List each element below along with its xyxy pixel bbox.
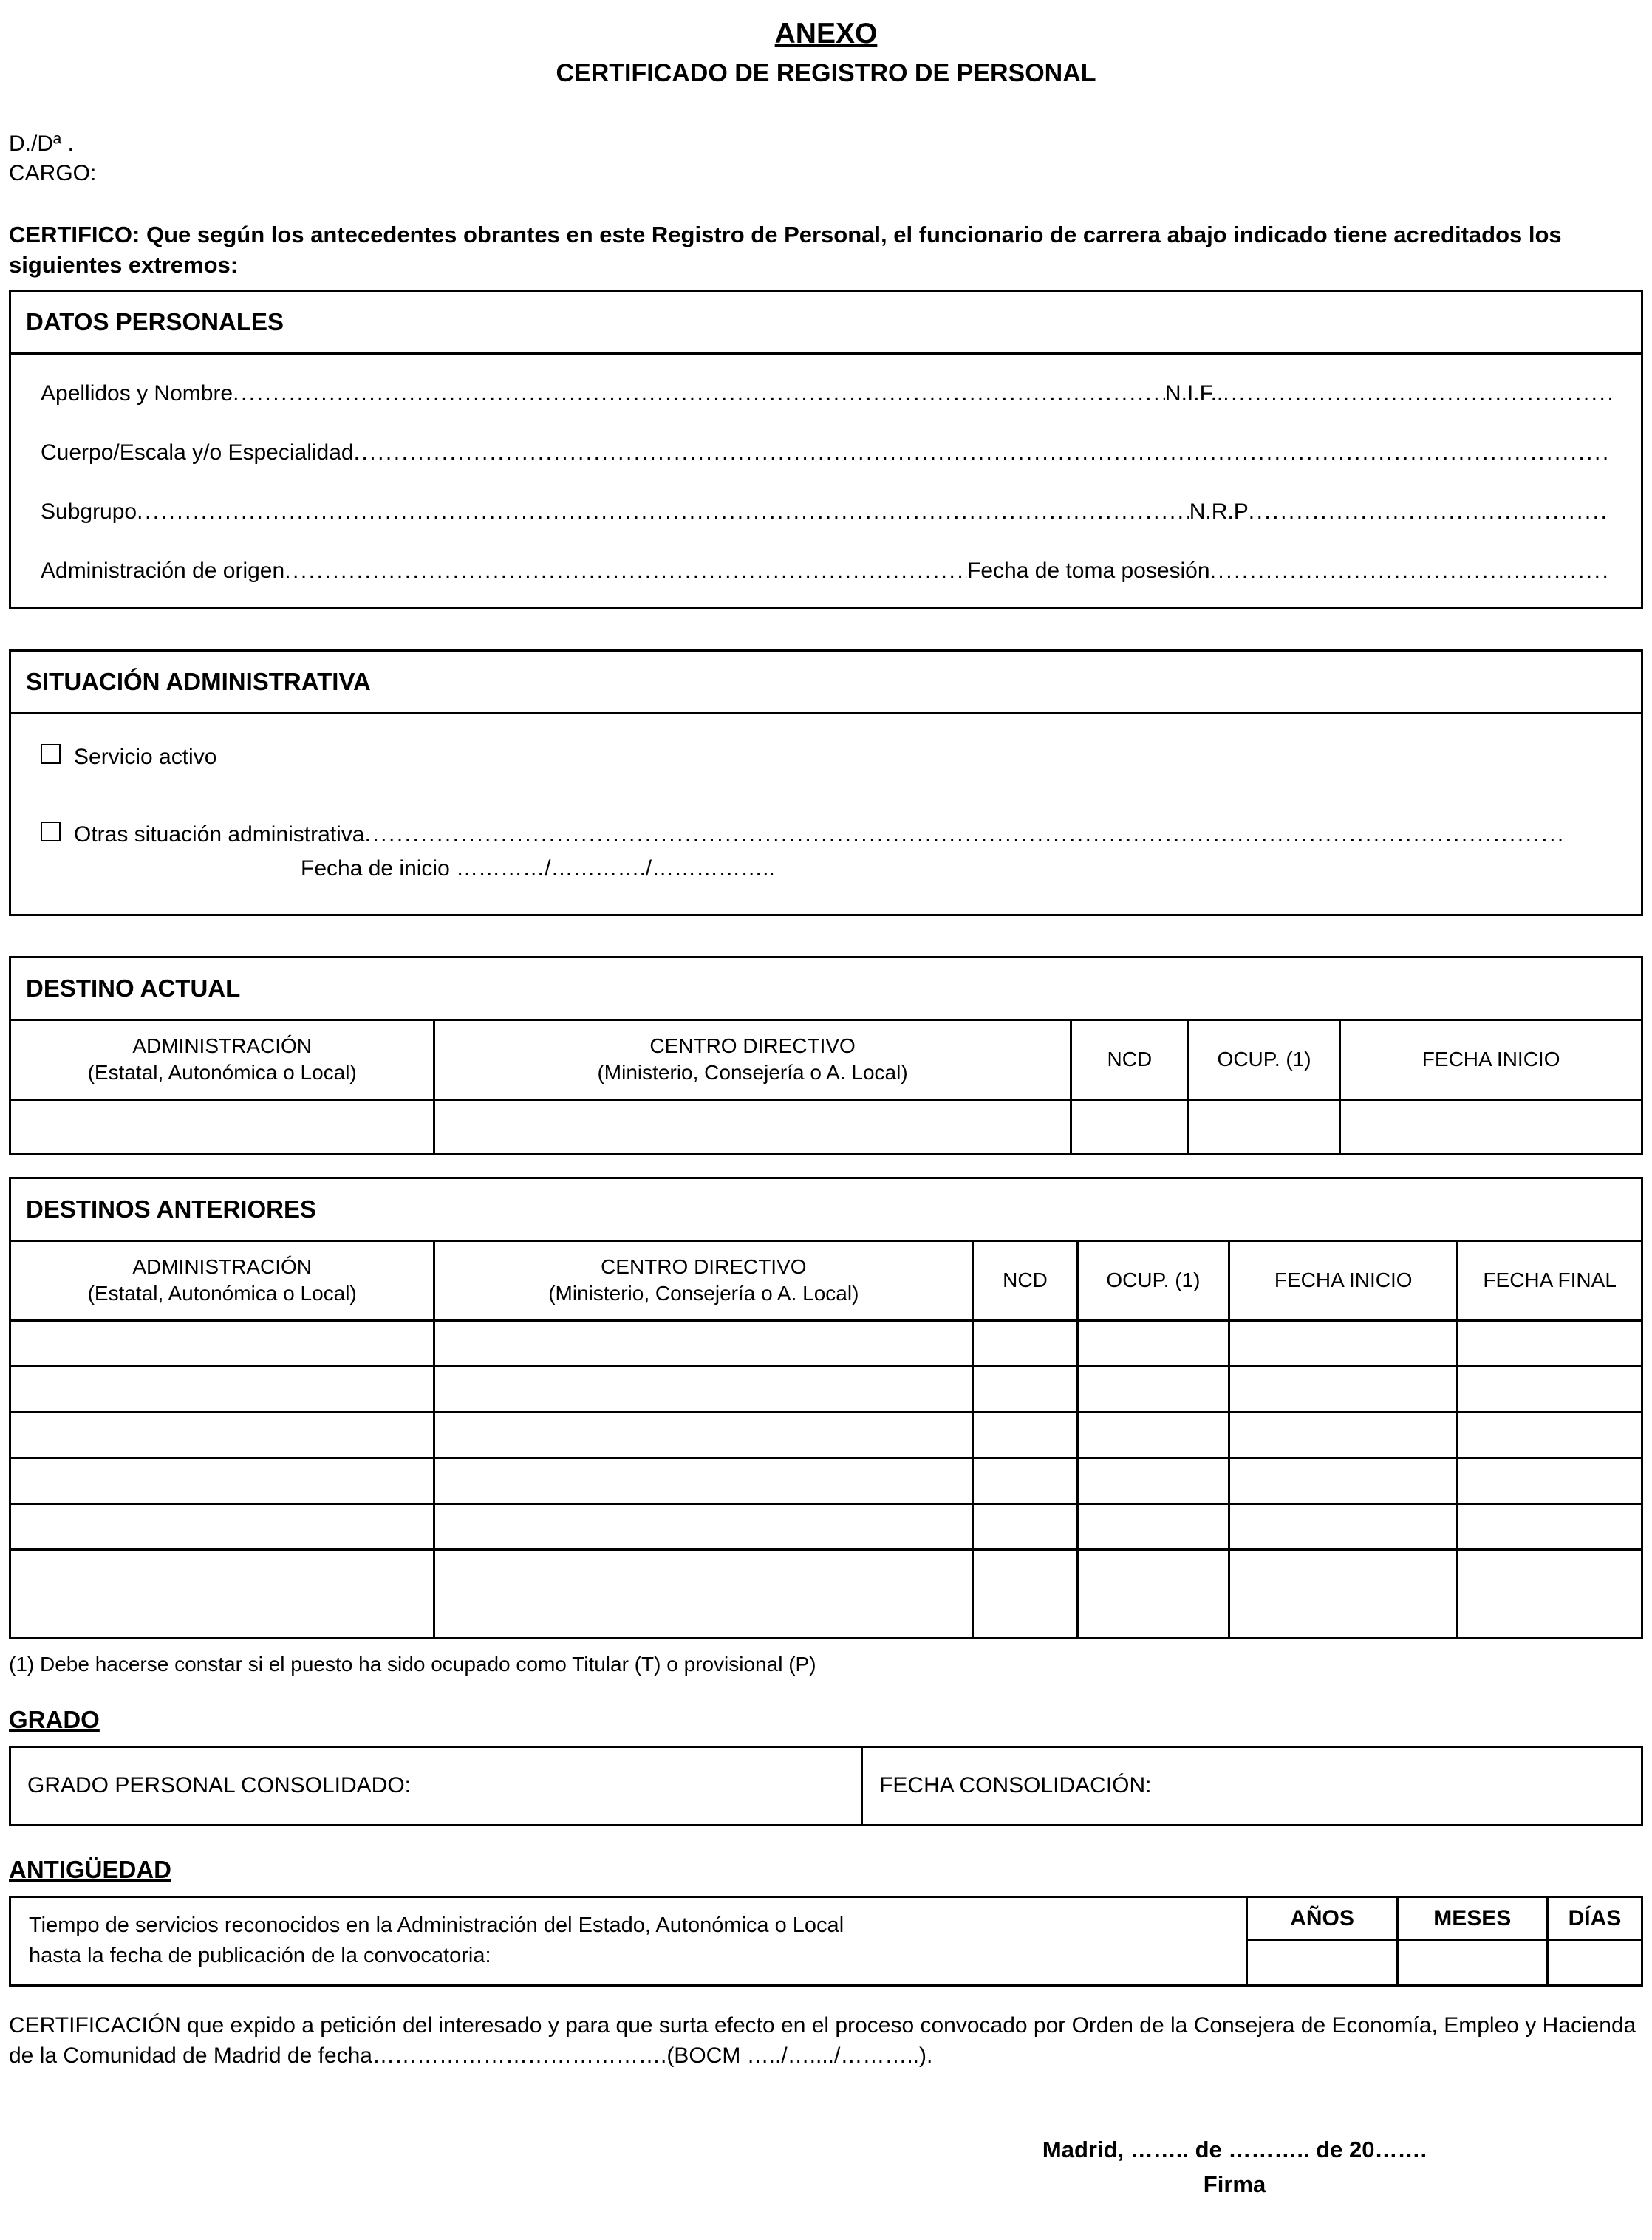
footnote: (1) Debe hacerse constar si el puesto ha sido ocupado como Titular (T) o provisional (P) — [9, 1652, 816, 1676]
empty-cell[interactable] — [973, 1549, 1077, 1638]
signature-block — [1006, 2133, 1463, 2202]
col-title: CENTRO DIRECTIVO — [601, 1254, 807, 1278]
servicio-activo-checkbox[interactable] — [41, 744, 61, 764]
doc-subtitle: CERTIFICADO DE REGISTRO DE PERSONAL — [556, 59, 1096, 87]
certifico-paragraph: CERTIFICO: Que según los antecedentes obrantes en este Registro de Personal, el funcionario de carrera abajo indicado tiene acreditados los siguientes extremos: — [9, 222, 1562, 279]
cuerpo-escala-field — [41, 440, 1611, 465]
grado-consolidado-cell[interactable] — [10, 1746, 862, 1825]
antiguedad-title: ANTIGÜEDAD — [9, 1855, 171, 1883]
empty-cell[interactable] — [1340, 1099, 1642, 1153]
destinos-anteriores-empty-row — [10, 1366, 1642, 1412]
dot-leader — [1249, 499, 1611, 525]
servicio-activo-label: Servicio activo — [74, 745, 217, 769]
empty-cell[interactable] — [1229, 1412, 1458, 1458]
antiguedad-descripcion-cell — [10, 1896, 1247, 1985]
empty-cell[interactable] — [10, 1549, 434, 1638]
empty-cell[interactable] — [1229, 1320, 1458, 1366]
destinos-anteriores-empty-row — [10, 1320, 1642, 1366]
nrp-label: N.R.P — [1189, 499, 1249, 524]
datos-personales-header — [9, 290, 1643, 355]
subgrupo-field — [41, 499, 1611, 525]
col-title: ADMINISTRACIÓN — [132, 1254, 312, 1278]
col-fecha-inicio — [1229, 1240, 1458, 1320]
situacion-administrativa-header — [9, 649, 1643, 714]
empty-cell[interactable] — [1077, 1366, 1229, 1412]
empty-cell[interactable] — [1458, 1366, 1642, 1412]
empty-cell[interactable] — [973, 1503, 1077, 1549]
col-centro-directivo — [434, 1240, 973, 1320]
treatment-line: D./Dª . — [9, 132, 74, 156]
fecha-consolidacion-cell[interactable] — [862, 1746, 1642, 1825]
destinos-anteriores-header-row — [10, 1240, 1642, 1320]
empty-cell[interactable] — [10, 1412, 434, 1458]
destinos-anteriores-empty-row — [10, 1549, 1642, 1638]
empty-cell[interactable] — [1397, 1939, 1547, 1985]
destinos-anteriores-empty-row — [10, 1458, 1642, 1503]
section-title: SITUACIÓN ADMINISTRATIVA — [26, 668, 371, 695]
section-title: DESTINOS ANTERIORES — [26, 1195, 316, 1223]
empty-cell[interactable] — [1077, 1503, 1229, 1549]
otras-situacion-label: Otras situación administrativa — [74, 822, 365, 847]
administracion-origen-field — [41, 559, 1611, 584]
empty-cell[interactable] — [1229, 1503, 1458, 1549]
nif-label: N.I.F.. — [1164, 381, 1223, 406]
empty-cell[interactable] — [1077, 1458, 1229, 1503]
col-subtitle: (Ministerio, Consejería o A. Local) — [548, 1282, 859, 1305]
col-dias: DÍAS — [1547, 1896, 1642, 1939]
section-title: DATOS PERSONALES — [26, 308, 284, 335]
empty-cell[interactable] — [434, 1458, 973, 1503]
col-title: FECHA FINAL — [1483, 1268, 1617, 1291]
col-administracion — [10, 1240, 434, 1320]
certificacion-paragraph: CERTIFICACIÓN que expido a petición del interesado y para que surta efecto en el proceso convocado por Orden de la Consejera de Economía, Empleo y Hacienda de la Comunidad de Madrid de fecha………………………………….(BOCM …../…..../………..). — [9, 2012, 1636, 2068]
empty-cell[interactable] — [1077, 1320, 1229, 1366]
fecha-inicio-line: Fecha de inicio …………/…………./…………….. — [301, 856, 775, 881]
grado-row — [10, 1746, 1642, 1825]
empty-cell[interactable] — [434, 1099, 1071, 1153]
empty-cell[interactable] — [10, 1458, 434, 1503]
administracion-origen-label: Administración de origen — [41, 559, 285, 583]
col-title: NCD — [1107, 1048, 1153, 1071]
empty-cell[interactable] — [1547, 1939, 1642, 1985]
grado-title: GRADO — [9, 1705, 100, 1733]
empty-cell[interactable] — [1229, 1549, 1458, 1638]
col-fecha-inicio — [1340, 1020, 1642, 1100]
empty-cell[interactable] — [1077, 1549, 1229, 1638]
col-anos: AÑOS — [1247, 1896, 1397, 1939]
section-title: DESTINO ACTUAL — [26, 974, 241, 1002]
empty-cell[interactable] — [1458, 1549, 1642, 1638]
otras-situacion-checkbox[interactable] — [41, 822, 61, 841]
apellidos-nombre-field — [41, 381, 1611, 406]
destinos-anteriores-empty-row — [10, 1503, 1642, 1549]
destinos-anteriores-table — [9, 1240, 1643, 1639]
col-subtitle: (Estatal, Autonómica o Local) — [87, 1061, 357, 1085]
empty-cell[interactable] — [434, 1503, 973, 1549]
col-centro-directivo — [434, 1020, 1071, 1100]
empty-cell[interactable] — [1458, 1320, 1642, 1366]
empty-cell[interactable] — [973, 1412, 1077, 1458]
fecha-consolidacion-label: FECHA CONSOLIDACIÓN: — [879, 1773, 1152, 1798]
col-title: OCUP. (1) — [1106, 1268, 1201, 1291]
date-place-line: Madrid, …….. de ……….. de 20……. — [1042, 2137, 1427, 2163]
dot-leader — [1223, 381, 1611, 406]
empty-cell[interactable] — [434, 1320, 973, 1366]
grado-header — [9, 1706, 1643, 1734]
empty-cell[interactable] — [1077, 1412, 1229, 1458]
antiguedad-descripcion-line2: hasta la fecha de publicación de la convocatoria: — [29, 1944, 491, 1968]
empty-cell[interactable] — [1458, 1503, 1642, 1549]
cuerpo-escala-label: Cuerpo/Escala y/o Especialidad — [41, 440, 354, 465]
col-title: FECHA INICIO — [1274, 1268, 1413, 1291]
col-ncd — [973, 1240, 1077, 1320]
col-fecha-final — [1458, 1240, 1642, 1320]
grado-table — [9, 1746, 1643, 1826]
empty-cell[interactable] — [434, 1412, 973, 1458]
dot-leader — [354, 440, 1611, 465]
col-title: FECHA INICIO — [1421, 1048, 1560, 1071]
firma-label: Firma — [1203, 2171, 1266, 2197]
grado-consolidado-label: GRADO PERSONAL CONSOLIDADO: — [27, 1773, 411, 1798]
servicio-activo-option — [41, 744, 1611, 770]
col-ocup — [1077, 1240, 1229, 1320]
fecha-toma-posesion-label: Fecha de toma posesión — [967, 559, 1210, 583]
destinos-anteriores-empty-row — [10, 1412, 1642, 1458]
col-title: OCUP. (1) — [1217, 1048, 1311, 1071]
empty-cell[interactable] — [1458, 1458, 1642, 1503]
col-administracion — [10, 1020, 434, 1100]
situacion-administrativa-body — [9, 714, 1643, 916]
col-ncd — [1071, 1020, 1188, 1100]
empty-cell[interactable] — [1458, 1412, 1642, 1458]
empty-cell[interactable] — [434, 1366, 973, 1412]
apellidos-nombre-label: Apellidos y Nombre — [41, 381, 233, 406]
col-title: ADMINISTRACIÓN — [132, 1034, 312, 1057]
empty-cell[interactable] — [1229, 1366, 1458, 1412]
dot-leader — [233, 381, 1165, 406]
empty-cell[interactable] — [10, 1320, 434, 1366]
subgrupo-label: Subgrupo — [41, 499, 137, 524]
dot-leader — [1210, 559, 1611, 584]
empty-cell[interactable] — [973, 1458, 1077, 1503]
otras-situacion-option — [41, 822, 1611, 847]
antiguedad-table — [9, 1896, 1643, 1987]
antiguedad-header-row — [10, 1896, 1642, 1939]
antiguedad-header — [9, 1856, 1643, 1884]
empty-cell[interactable] — [973, 1366, 1077, 1412]
empty-cell[interactable] — [1247, 1939, 1397, 1985]
destinos-anteriores-header — [9, 1177, 1643, 1242]
document-page — [9, 18, 1643, 2202]
destino-actual-header-row — [10, 1020, 1642, 1100]
dot-leader — [137, 499, 1189, 525]
col-subtitle: (Estatal, Autonómica o Local) — [87, 1282, 357, 1305]
col-subtitle: (Ministerio, Consejería o A. Local) — [597, 1061, 908, 1085]
datos-personales-body — [9, 355, 1643, 609]
destino-actual-empty-row — [10, 1099, 1642, 1153]
col-meses: MESES — [1397, 1896, 1547, 1939]
empty-cell[interactable] — [1071, 1099, 1188, 1153]
col-title: CENTRO DIRECTIVO — [649, 1034, 856, 1057]
col-title: NCD — [1003, 1268, 1048, 1291]
destino-actual-table — [9, 1019, 1643, 1155]
destino-actual-header — [9, 956, 1643, 1021]
doc-title: ANEXO — [774, 18, 878, 49]
empty-cell[interactable] — [10, 1099, 434, 1153]
empty-cell[interactable] — [434, 1549, 973, 1638]
empty-cell[interactable] — [10, 1503, 434, 1549]
empty-cell[interactable] — [10, 1366, 434, 1412]
cargo-line: CARGO: — [9, 160, 97, 185]
empty-cell[interactable] — [973, 1320, 1077, 1366]
antiguedad-descripcion-line1: Tiempo de servicios reconocidos en la Administración del Estado, Autonómica o Local — [29, 1913, 844, 1938]
dot-leader — [284, 559, 967, 584]
empty-cell[interactable] — [1188, 1099, 1339, 1153]
dot-leader — [365, 822, 1568, 847]
col-ocup — [1188, 1020, 1339, 1100]
empty-cell[interactable] — [1229, 1458, 1458, 1503]
